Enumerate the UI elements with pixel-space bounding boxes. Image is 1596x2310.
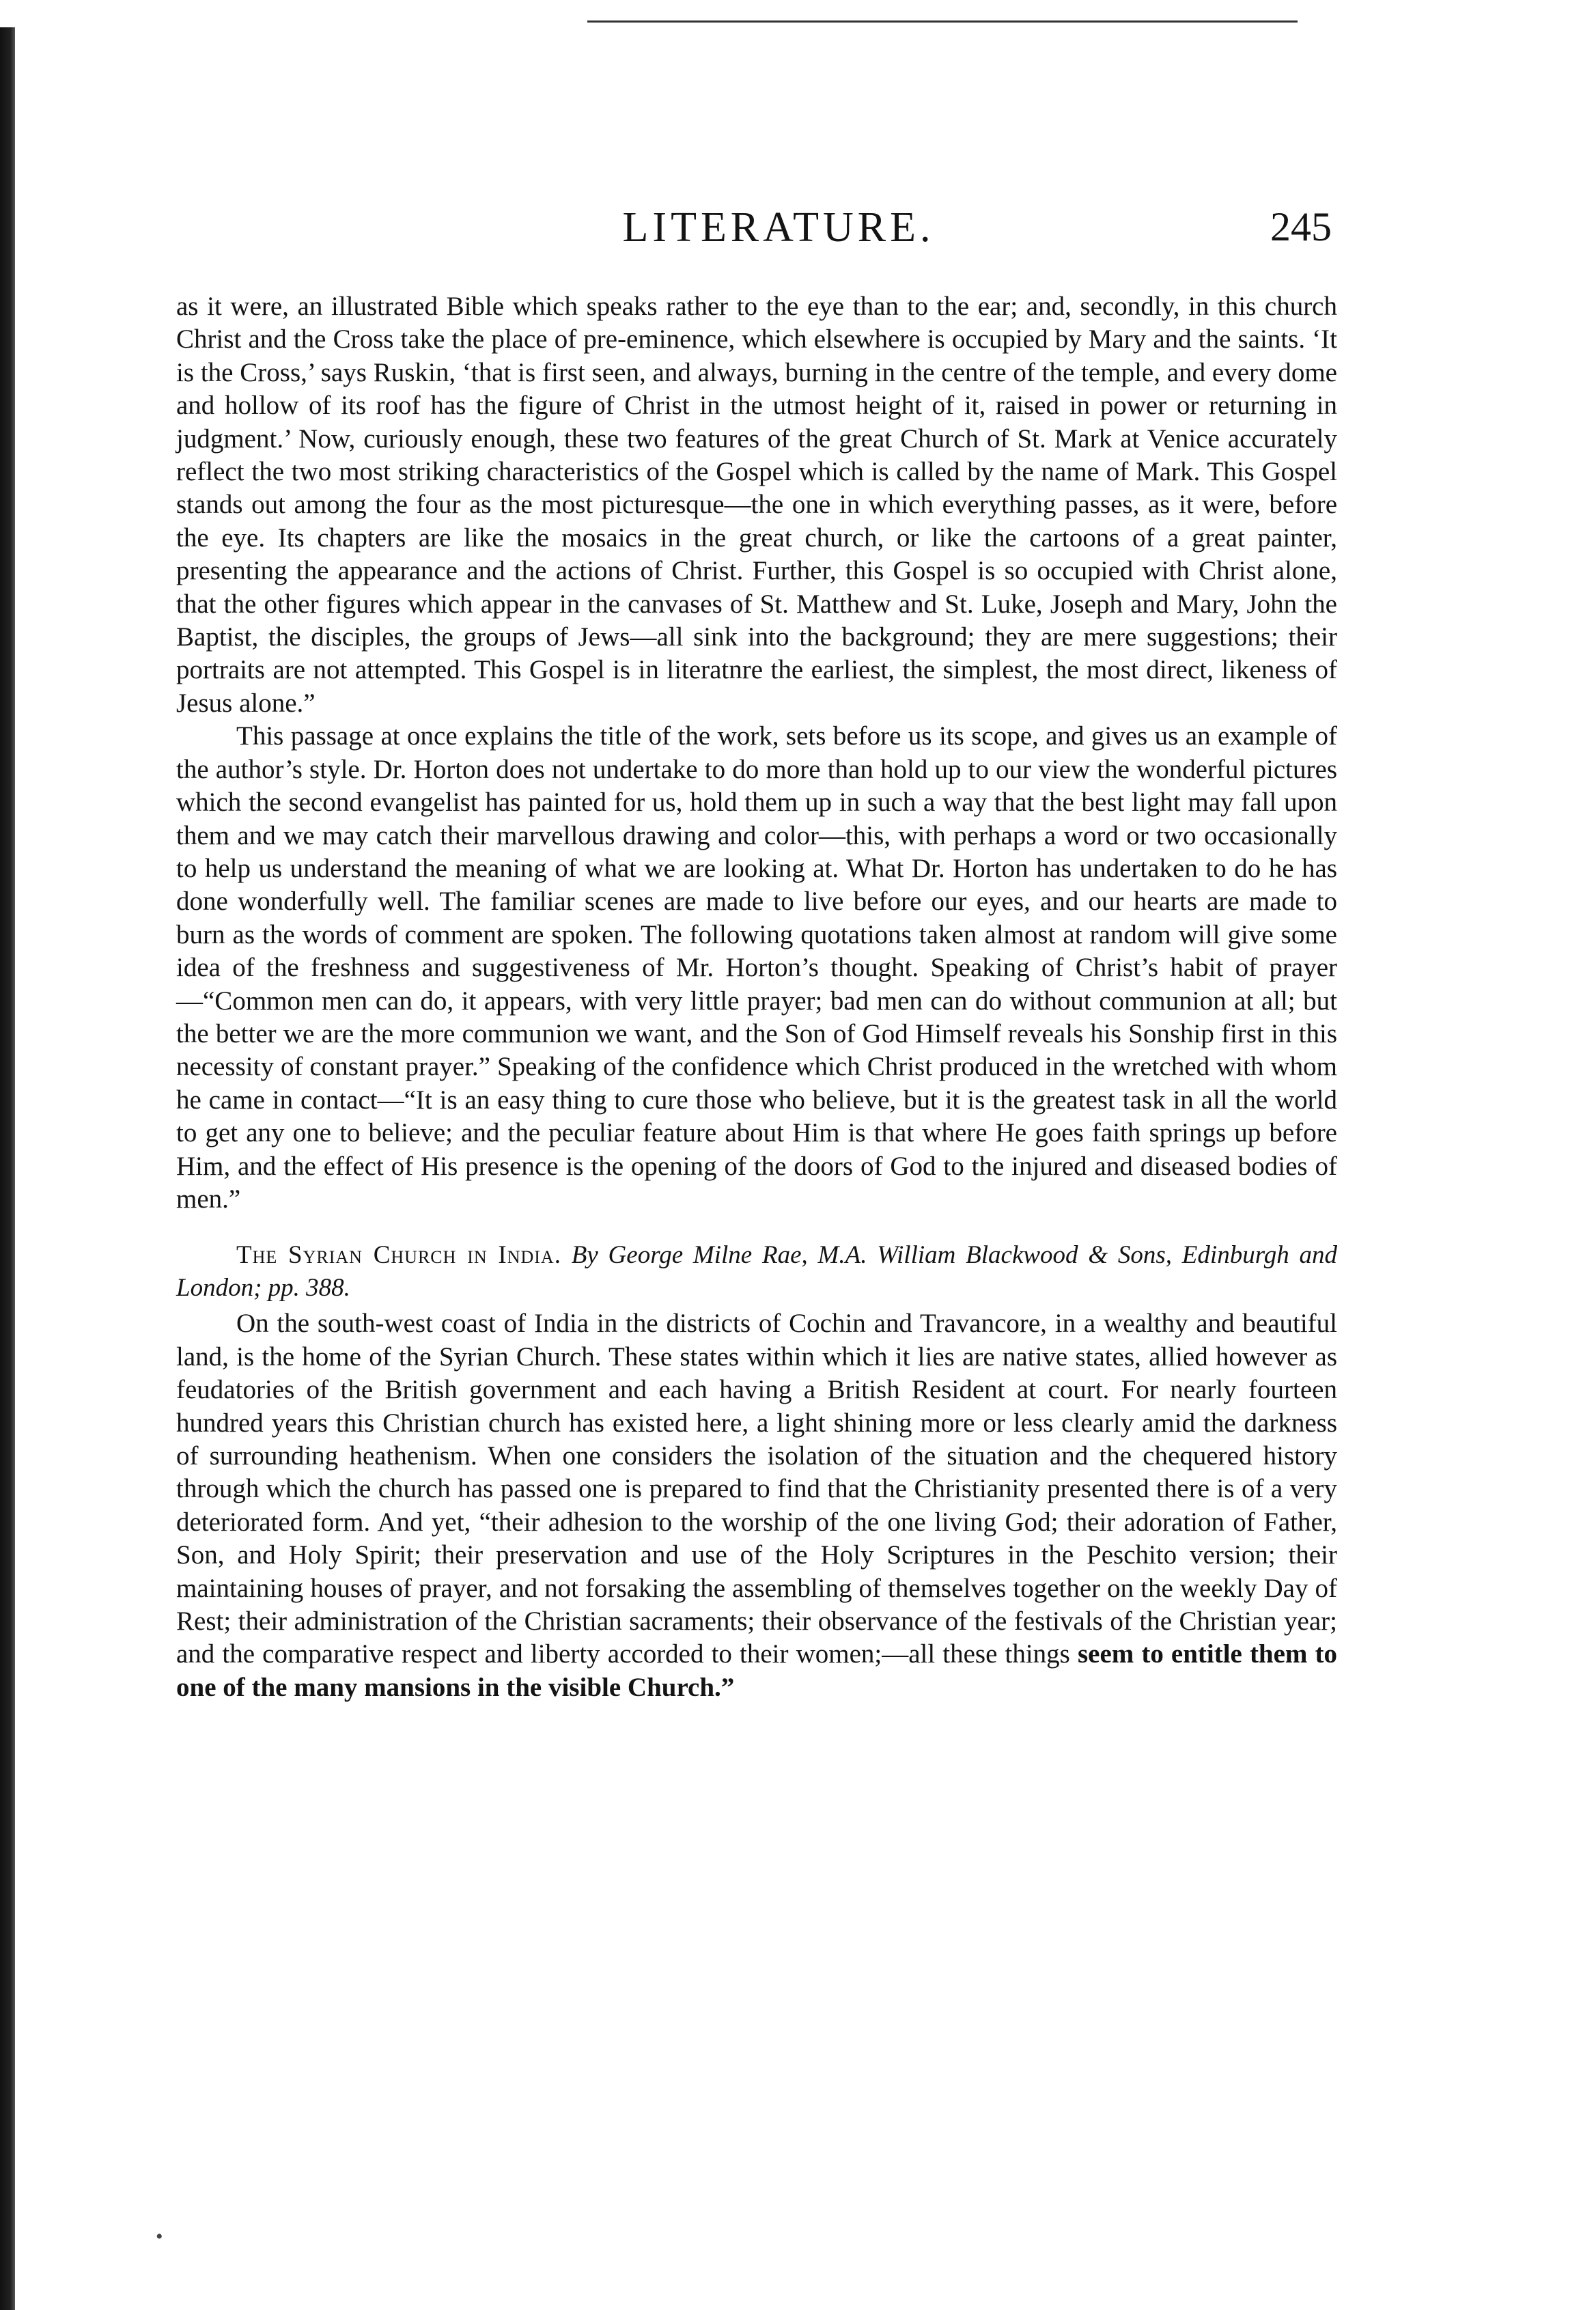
running-title: LITERATURE.: [622, 204, 935, 251]
text-column: [176, 290, 1337, 1704]
paragraph-3-tail: seem to entitle them to one of the many mansions in the visible Church.”: [176, 1639, 1337, 1702]
paragraph-3: [176, 1307, 1337, 1704]
top-rule: [587, 20, 1298, 23]
paragraph-2: This passage at once explains the title of the work, sets before us its scope, and gives us an example of the author’s style. Dr. Horton does not undertake to do more than hold up to our view the wonderful pictures which the second evangelist has painted for us, hold them up in such a way that the best light may fall upon them and we may catch their marvellous drawing and color—this, with perhaps a word or two occasionally to help us understand the meaning of what we are looking at. What Dr. Horton has undertaken to do he has done wonderfully well. The familiar scenes are made to live before our eyes, and our hearts are made to burn as the words of comment are spoken. The following quotations taken almost at random will give some idea of the freshness and suggestiveness of Mr. Horton’s thought. Speaking of Christ’s habit of prayer—“Common men can do, it appears, with very little prayer; bad men can do without communion at all; but the better we are the more communion we want, and the Son of God Himself reveals his Sonship first in this necessity of constant prayer.” Speaking of the confidence which Christ produced in the wretched with whom he came in contact—“It is an easy thing to cure those who believe, but it is the greatest task in all the world to get any one to believe; and the peculiar feature about Him is that where He goes faith springs up before Him, and the effect of His presence is the opening of the doors of God to the injured and diseased bodies of men.”: [176, 721, 1337, 1214]
page-number: 245: [1270, 204, 1332, 249]
review-title: The Syrian Church in India.: [236, 1241, 561, 1270]
binding-shadow: [0, 27, 15, 2310]
review-heading: [176, 1239, 1337, 1305]
page-header: [225, 198, 1332, 260]
review-bibliography: By George Milne Rae, M.A. William Blackwood & Sons, Edinburgh and London; pp. 388.: [176, 1241, 1337, 1303]
paragraph-1: as it were, an illustrated Bible which speaks rather to the eye than to the ear; and, secondly, in this church Christ and the Cross take the place of pre-eminence, which elsewhere is occupied by Mary and the saints. ‘It is the Cross,’ says Ruskin, ‘that is first seen, and always, burning in the centre of the temple, and every dome and hollow of its roof has the figure of Christ in the utmost height of it, raised in power or returning in judgment.’ Now, curiously enough, these two features of the great Church of St. Mark at Venice accurately reflect the two most striking characteristics of the Gospel which is called by the name of Mark. This Gospel stands out among the four as the most picturesque—the one in which everything passes, as it were, before the eye. Its chapters are like the mosaics in the great church, or like the cartoons of a great painter, presenting the appearance and the actions of Christ. Further, this Gospel is so occupied with Christ alone, that the other figures which appear in the canvases of St. Matthew and St. Luke, Joseph and Mary, John the Baptist, the disciples, the groups of Jews—all sink into the background; they are mere suggestions; their portraits are not attempted. This Gospel is in literatnre the earliest, the simplest, the most direct, likeness of Jesus alone.”: [176, 292, 1337, 718]
paragraph-3-main: On the south-west coast of India in the districts of Cochin and Travancore, in a wealthy and beautiful land, is the home of the Syrian Church. These states within which it lies are native states, allied however as feudatories of the British government and each having a British Resident at court. For nearly fourteen hundred years this Christian church has existed here, a light shining more or less clearly amid the darkness of surrounding heathenism. When one considers the isolation of the situation and the chequered history through which the church has passed one is prepared to find that the Christianity presented there is of a very deteriorated form. And yet, “their adhesion to the worship of the one living God; their adoration of Father, Son, and Holy Spirit; their preservation and use of the Holy Scriptures in the Peschito version; their maintaining houses of prayer, and not forsaking the assembling of themselves together on the weekly Day of Rest; their administration of the Christian sacraments; their observance of the festivals of the Christian year; and the comparative respect and liberty accorded to their women;—all these things: [176, 1309, 1337, 1669]
stray-mark: •: [156, 2225, 163, 2248]
